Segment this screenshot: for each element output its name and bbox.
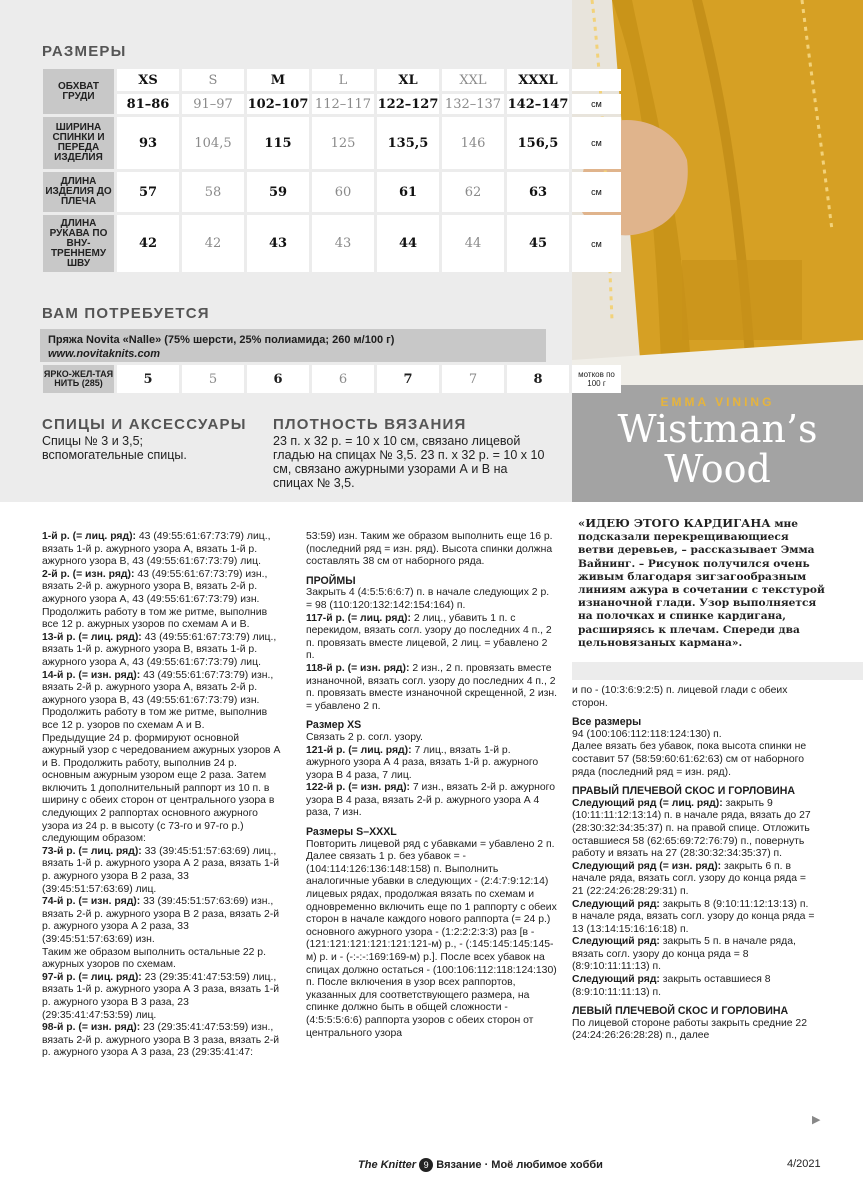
paragraph-text: 2 изн., 2 п. провязать вместе изнаночной, вязать согл. узору до последних 4 п., 2 п. провязать вместе изнаночной скрещенной, 2 изн. = убавлено 2 п. (306, 662, 558, 712)
section-heading: Размер XS (306, 719, 362, 732)
paragraph-text: Далее вязать без убавок, пока высота спинки не составит 57 (58:59:60:61:62:63) см от наборного ряда (последний ряд = изн. ряд). (572, 741, 807, 778)
table-cell: 61 (377, 172, 439, 212)
paragraph (306, 745, 558, 783)
table-cell: 6 (312, 365, 374, 393)
row-label: Следующий ряд: (572, 974, 663, 986)
table-cell: 7 (377, 365, 439, 393)
row-label: ДЛИНА РУКАВА ПО ВНУ-ТРЕННЕМУ ШВУ (43, 215, 114, 272)
paragraph-text: закрыть оставшиеся 8 (8:9:10:11:11:13) п. (572, 974, 771, 998)
unit-cell: см (572, 215, 621, 272)
paragraph-text: закрыть 8 (9:10:11:12:13:13) п. в начале ряда, вязать согл. узору до конца ряда = 13 (13:14:15:16:16:18) п. (572, 898, 815, 935)
row-label: ОБХВАТ ГРУДИ (43, 69, 114, 114)
row-label: 13-й р. (= лиц. ряд): (42, 631, 145, 643)
table-cell: 5 (117, 365, 179, 393)
table-cell: 115 (247, 117, 309, 169)
table-cell: 142–147 (507, 94, 569, 114)
row-label: 121-й р. (= лиц. ряд): (306, 744, 415, 756)
unit-cell: мотков по 100 г (572, 365, 621, 393)
paragraph (306, 732, 558, 745)
row-label: 97-й р. (= лиц. ряд): (42, 971, 145, 983)
paragraph (42, 972, 282, 1022)
table-cell: 7 (442, 365, 504, 393)
paragraph (572, 861, 816, 899)
table-cell: 45 (507, 215, 569, 272)
paragraph-text: 43 (49:55:61:67:73:79) изн., вязать 2-й р. ажурного узора В, вязать 2-й р. ажурного узора А, 43 (49:55:61:67:73:79) изн. (42, 568, 268, 605)
paragraph-text: Таким же образом выполнить остальные 22 р. ажурных узоров по схемам. (42, 946, 266, 971)
unit-cell: см (572, 172, 621, 212)
size-header: XL (377, 69, 439, 91)
paragraph (42, 632, 282, 670)
row-label: Следующий ряд (= лиц. ряд): (572, 797, 726, 809)
table-cell: 42 (117, 215, 179, 272)
section-heading: ПРАВЫЙ ПЛЕЧЕВОЙ СКОС И ГОРЛОВИНА (572, 785, 796, 798)
table-cell: 44 (377, 215, 439, 272)
paragraph-text: закрыть 5 п. в начале ряда, вязать согл. узору до конца ряда = 8 (8:9:10:11:11:13) п. (572, 936, 796, 973)
table-cell: 135,5 (377, 117, 439, 169)
table-cell: 81–86 (117, 94, 179, 114)
issue-date: 4/2021 (787, 1158, 821, 1170)
paragraph-text: 53:59) изн. Таким же образом выполнить еще 16 р. (последний ряд = изн. ряд). Высота спинки должна составлять 38 см от наборного ряда. (306, 531, 553, 568)
row-label: ШИРИНА СПИНКИ И ПЕРЕДА ИЗДЕЛИЯ (43, 117, 114, 169)
paragraph (572, 974, 816, 999)
row-label: 74-й р. (= изн. ряд): (42, 896, 144, 908)
paragraph-text: 2 лиц., убавить 1 п. с перекидом, вязать согл. узору до последних 4 п., 2 п. провязать вместе лицевой, 2 лиц. = убавлено 2 п. (306, 612, 552, 662)
paragraph-text: 23 (29:35:41:47:53:59) изн., вязать 2-й р. ажурного узора В 3 раза, вязать 2-й р. ажурного узора А 3 раза, 23 (29:35:41:47: (42, 1022, 280, 1059)
materials-heading: ВАМ ПОТРЕБУЕТСЯ (42, 305, 210, 322)
quote-lead: «ИДЕЮ ЭТОГО КАРДИГАНА (578, 516, 771, 530)
paragraph (572, 741, 816, 779)
yarn-info (40, 329, 546, 362)
row-label: 98-й р. (= изн. ряд): (42, 1022, 144, 1034)
size-header: S (182, 69, 244, 91)
paragraph-text: 43 (49:55:61:67:73:79) лиц., вязать 1-й р. ажурного узора А, вязать 1-й р. ажурного узора В, 43 (49:55:61:67:73:79) лиц. (42, 531, 271, 568)
size-header: XXL (442, 69, 504, 91)
paragraph (306, 531, 558, 569)
row-label: Следующий ряд: (572, 898, 663, 910)
paragraph (306, 587, 558, 612)
row-label: Следующий ряд: (572, 936, 663, 948)
table-cell: 125 (312, 117, 374, 169)
text-column-2 (306, 531, 558, 1040)
row-label: 73-й р. (= лиц. ряд): (42, 845, 145, 857)
pattern-title: Wistman’s Wood (617, 407, 818, 491)
paragraph (42, 707, 282, 732)
continue-arrow-icon: ▶ (812, 1114, 821, 1126)
row-label: Следующий ряд (= изн. ряд): (572, 860, 724, 872)
table-cell: 58 (182, 172, 244, 212)
table-cell: 43 (247, 215, 309, 272)
table-cell: 60 (312, 172, 374, 212)
paragraph-text: 23 (29:35:41:47:53:59) лиц., вязать 1-й р. ажурного узора А 3 раза, вязать 1-й р. ажурного узора В 3 раза, 23 (29:35:41:47:53:59) лиц. (42, 971, 280, 1021)
paragraph-text: Связать 2 р. согл. узору. (306, 731, 423, 743)
paragraph (42, 896, 282, 946)
magazine-tagline: Вязание · Моё любимое хобби (436, 1158, 603, 1171)
table-cell: 57 (117, 172, 179, 212)
designer-quote (578, 517, 826, 650)
paragraph-text: 43 (49:55:61:67:73:79) лиц., вязать 1-й р. ажурного узора В, вязать 1-й р. ажурного узора А, 43 (49:55:61:67:73:79) лиц. (42, 631, 277, 668)
paragraph-text: 43 (49:55:61:67:73:79) изн., вязать 2-й р. ажурного узора А, вязать 2-й р. ажурного узора В, 43 (49:55:61:67:73:79) изн. (42, 669, 274, 706)
designer-name: EMMA VINING (660, 395, 775, 409)
paragraph (572, 899, 816, 937)
unit-cell: см (572, 94, 621, 114)
row-label: 117-й р. (= лиц. ряд): (306, 612, 414, 624)
section-heading: Размеры S–XXXL (306, 826, 397, 839)
paragraph (42, 1022, 282, 1060)
needles-heading: СПИЦЫ И АКСЕССУАРЫ (42, 416, 247, 433)
text-column-3 (572, 685, 816, 1043)
design-title-box (572, 385, 863, 502)
row-label: ДЛИНА ИЗДЕЛИЯ ДО ПЛЕЧА (43, 172, 114, 212)
table-cell: 59 (247, 172, 309, 212)
yarn-line: Пряжа Novita «Nalle» (75% шерсти, 25% полиамида; 260 м/100 г) (48, 334, 395, 346)
paragraph (42, 947, 282, 972)
table-cell: 102–107 (247, 94, 309, 114)
size-header: L (312, 69, 374, 91)
unit-cell: см (572, 117, 621, 169)
section-heading: ЛЕВЫЙ ПЛЕЧЕВОЙ СКОС И ГОРЛОВИНА (572, 1005, 789, 1018)
paragraph-text: 7 лиц., вязать 1-й р. ажурного узора А 4 раза, вязать 1-й р. ажурного узора В 4 раза, 7 лиц. (306, 744, 539, 781)
paragraph (572, 798, 816, 861)
paragraph-text: закрыть 6 п. в начале ряда, вязать согл. узору до конца ряда = 21 (22:24:26:28:29:31) п. (572, 860, 806, 897)
page-number: 9 (419, 1158, 433, 1172)
paragraph (572, 729, 816, 742)
paragraph-text: По лицевой стороне работы закрыть средние 22 (24:24:26:26:28:28) п., далее (572, 1017, 807, 1042)
table-cell: 156,5 (507, 117, 569, 169)
row-label: 2-й р. (= изн. ряд): (42, 568, 138, 580)
paragraph (572, 1018, 816, 1043)
paragraph-text: Предыдущие 24 р. формируют основной ажурный узор с чередованием ажурных узоров А и В. Продолжить работу, выполнив 24 р. основным ажурным узором еще 2 раза. Затем включить 1 дополнительный раппорт из 10 п. в ширину с обеих сторон от центрального узора в следующих 2 раппортах основного ажурного узора из 24 р. в высоту (с 73-го и 97-го р.) следующим образом: (42, 732, 281, 845)
paragraph (42, 607, 282, 632)
paragraph (42, 569, 282, 607)
paragraph-text: 7 изн., вязать 2-й р. ажурного узора В 4 раза, вязать 2-й р. ажурного узора А 4 раза, 7 изн. (306, 782, 555, 819)
table-cell: 42 (182, 215, 244, 272)
row-label: 118-й р. (= изн. ряд): (306, 662, 413, 674)
paragraph (306, 663, 558, 713)
table-cell: 63 (507, 172, 569, 212)
yarn-url: www.novitaknits.com (48, 348, 161, 360)
paragraph (42, 531, 282, 569)
table-cell: 91–97 (182, 94, 244, 114)
table-cell: 93 (117, 117, 179, 169)
paragraph (306, 839, 558, 1041)
table-cell: 146 (442, 117, 504, 169)
paragraph (572, 685, 816, 710)
table-cell: 43 (312, 215, 374, 272)
paragraph-text: Закрыть 4 (4:5:5:6:6:7) п. в начале следующих 2 р. = 98 (110:120:132:142:154:164) п. (306, 587, 550, 611)
paragraph-text: 33 (39:45:51:57:63:69) изн., вязать 2-й р. ажурного узора В 2 раза, вязать 2-й р. ажурного узора А 2 раза, 33 (39:45:51:57:63:69) изн. (42, 896, 280, 945)
paragraph-text: 94 (100:106:112:118:124:130) п. (572, 728, 722, 740)
size-header: XXXL (507, 69, 569, 91)
paragraph (42, 733, 282, 846)
empty-cell (572, 69, 621, 91)
table-cell: 8 (507, 365, 569, 393)
paragraph-text: Продолжить работу в том же ритме, выполнив все 12 р. ажурных узоров по схемам А и В. (42, 606, 268, 631)
text-column-1 (42, 531, 282, 1060)
paragraph-text: и по - (10:3:6:9:2:5) п. лицевой глади с обеих сторон. (572, 685, 788, 709)
quote-text: мне подсказали перекрещивающиеся ветви деревьев, – рассказывает Эмма Вайнинг. – Рисунок получился очень живым благодаря зигзагообразным линиям ажура в сочетании с текстурой изнаночной глади. Узор выполняется на полочках и спинке кардигана, расширяясь к плечам. Спереди два цельновязаных кармана». (578, 518, 825, 649)
size-header: M (247, 69, 309, 91)
section-heading: Все размеры (572, 716, 642, 729)
section-heading: ПРОЙМЫ (306, 574, 356, 587)
table-cell: 62 (442, 172, 504, 212)
paragraph (42, 670, 282, 708)
footer-magazine (358, 1158, 603, 1172)
yarn-table (40, 362, 624, 396)
gauge-text: 23 п. х 32 р. = 10 х 10 см, связано лицевой гладью на спицах № 3,5. 23 п. х 32 р. = 10 х 10 см, связано ажурными узорами А и В на спицах № 3,5. (273, 434, 545, 490)
table-cell: 104,5 (182, 117, 244, 169)
paragraph (572, 936, 816, 974)
paragraph (306, 613, 558, 663)
table-cell: 44 (442, 215, 504, 272)
row-label: 122-й р. (= изн. ряд): (306, 782, 413, 794)
paragraph (306, 782, 558, 820)
size-header: XS (117, 69, 179, 91)
table-cell: 5 (182, 365, 244, 393)
needles-text: Спицы № 3 и 3,5; вспомогательные спицы. (42, 434, 187, 462)
yarn-color-label: ЯРКО-ЖЕЛ-ТАЯ НИТЬ (285) (43, 365, 114, 393)
paragraph-text: Продолжить работу в том же ритме, выполнив все 12 р. узоров по схемам А и В. (42, 707, 268, 731)
row-label: 1-й р. (= лиц. ряд): (42, 531, 139, 542)
divider-bar (572, 662, 863, 680)
table-cell: 122–127 (377, 94, 439, 114)
paragraph-text: Повторить лицевой ряд с убавками = убавлено 2 п. Далее связать 1 р. без убавок = - (104:114:126:136:148:158) п. Выполнить аналогичные убавки в следующих - (2:4:7:9:12:14) лицевых рядах, продолжая вязать по схемам и одновременно включить еще по 1 раппорту с обеих сторон в начале каждого нового раппорта (= 24 р.) основного ажурного узора - (1:2:2:2:3:3) раз [в - (121:121:121:121:121:121-м) р., - (:145:145:145:145-м) р. и - (-:-:-:169:169-м) р.]. После всех убавок на спицах должно остаться - (100:106:112:118:124:130) п. После включения в узор всех раппортов, указанных для соответствующего размера, на спинке должно быть в общей сложности - (4:5:5:5:6:6) раппорта узоров с обеих сторон от центрального узора (306, 838, 557, 1039)
magazine-name: The Knitter (358, 1158, 417, 1171)
row-label: 14-й р. (= изн. ряд): (42, 669, 144, 681)
table-cell: 132–137 (442, 94, 504, 114)
table-cell: 6 (247, 365, 309, 393)
sizes-table (40, 66, 624, 275)
paragraph-text: 33 (39:45:51:57:63:69) лиц., вязать 1-й р. ажурного узора А 2 раза, вязать 1-й р. ажурного узора В 2 раза, 33 (39:45:51:57:63:69) лиц. (42, 845, 280, 895)
table-cell: 112–117 (312, 94, 374, 114)
paragraph (42, 846, 282, 896)
gauge-heading: ПЛОТНОСТЬ ВЯЗАНИЯ (273, 416, 467, 433)
sizes-heading: РАЗМЕРЫ (42, 43, 127, 60)
paragraph-text: закрыть 9 (10:11:11:12:13:14) п. в начале ряда, вязать до 27 (28:30:32:34:35:37) п. на правой спице. Отложить оставшиеся 58 (62:65:69:72:76:79) п., повернуть работу и вязать на 27 (28:30:32:34:35:37) п. (572, 797, 811, 860)
